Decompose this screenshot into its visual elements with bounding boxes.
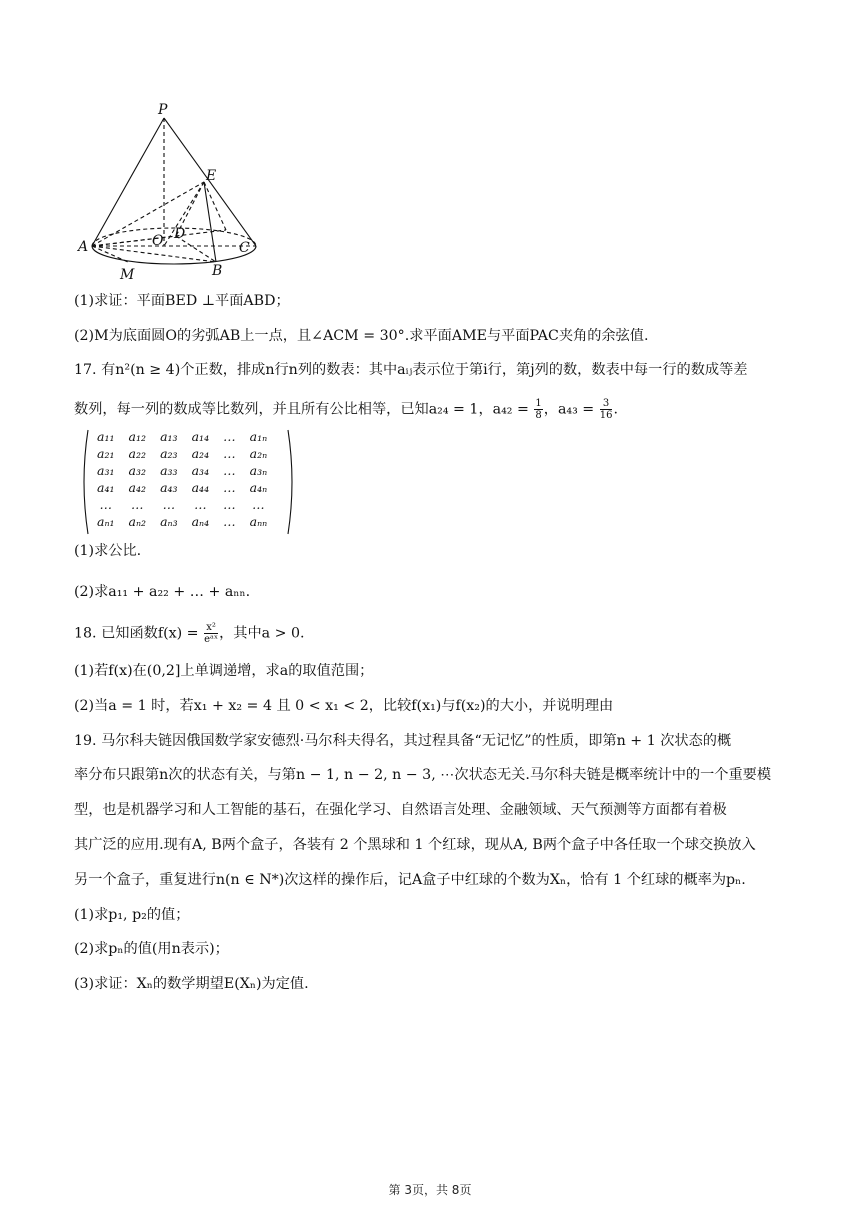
matrix-row bbox=[90, 428, 274, 445]
matrix-cell: a₃₂ bbox=[128, 463, 147, 478]
fraction-3-16 bbox=[600, 398, 613, 421]
label-p: P bbox=[158, 102, 168, 118]
q17-stem-line2-b: ，a₄₃ = bbox=[543, 401, 599, 418]
matrix-table bbox=[90, 428, 274, 530]
matrix-cell: a₁₄ bbox=[191, 429, 210, 444]
matrix-cell: aₙ₄ bbox=[191, 514, 210, 529]
matrix-cell: a₃₃ bbox=[160, 463, 178, 478]
matrix-cell: … bbox=[223, 497, 236, 512]
matrix-cell: a₃ₙ bbox=[249, 463, 268, 478]
matrix-cell: a₁ₙ bbox=[249, 429, 268, 444]
matrix-cell: a₄ₙ bbox=[249, 480, 268, 495]
label-o: O bbox=[152, 233, 164, 249]
matrix-cell: … bbox=[223, 463, 236, 478]
matrix-cell: … bbox=[162, 497, 176, 512]
matrix-row bbox=[90, 462, 274, 479]
matrix-row bbox=[90, 496, 274, 513]
matrix-row bbox=[90, 445, 274, 462]
matrix-cell: a₄₃ bbox=[160, 480, 178, 495]
label-e: E bbox=[206, 168, 217, 184]
label-b: B bbox=[212, 263, 223, 279]
matrix-cell: a₂₁ bbox=[97, 446, 115, 461]
matrix-cell: … bbox=[194, 497, 207, 512]
matrix-cell: … bbox=[131, 497, 144, 512]
matrix-cell: a₄₁ bbox=[97, 480, 115, 495]
matrix-cell: … bbox=[99, 497, 113, 512]
label-d: D bbox=[174, 226, 186, 242]
frac-num: 3 bbox=[600, 398, 613, 410]
q16-part1: (1)求证：平面BED ⊥平面ABD； bbox=[74, 293, 290, 309]
number-matrix bbox=[78, 428, 298, 536]
q19-stem-line1: 19. 马尔科夫链因俄国数学家安德烈·马尔科夫得名，其过程具备“无记忆”的性质，即第n + 1 次状态的概 bbox=[74, 733, 732, 749]
q17-stem-line1: 17. 有n²(n ≥ 4)个正数，排成n行n列的数表：其中aᵢⱼ表示位于第i行，第j列的数，数表中每一行的数成等差 bbox=[74, 362, 748, 378]
matrix-cell: a₁₃ bbox=[160, 429, 178, 444]
matrix-cell: a₃₁ bbox=[97, 463, 115, 478]
q17-stem-line2 bbox=[74, 398, 618, 421]
frac-num: x² bbox=[204, 622, 218, 634]
q19-part1: (1)求p₁, p₂的值； bbox=[74, 907, 190, 923]
matrix-cell: aₙ₃ bbox=[160, 514, 178, 529]
q18-part2: (2)当a = 1 时，若x₁ + x₂ = 4 且 0 < x₁ < 2，比较f(x₁)与f(x₂)的大小，并说明理由 bbox=[74, 698, 614, 714]
fraction-x2-over-eax bbox=[204, 622, 218, 645]
matrix-cell: … bbox=[252, 497, 265, 512]
matrix-cell: a₂₂ bbox=[128, 446, 147, 461]
frac-den: eᵃˣ bbox=[204, 634, 219, 645]
frac-num: 1 bbox=[535, 398, 542, 409]
label-m: M bbox=[120, 267, 135, 283]
matrix-cell: … bbox=[223, 446, 236, 461]
matrix-cell: a₁₁ bbox=[97, 429, 115, 444]
matrix-row bbox=[90, 513, 274, 530]
q18-stem bbox=[74, 622, 305, 645]
matrix-cell: … bbox=[223, 480, 236, 495]
matrix-cell: a₃₄ bbox=[191, 463, 210, 478]
frac-den: 8 bbox=[535, 410, 542, 421]
matrix-cell: … bbox=[223, 429, 236, 444]
label-a: A bbox=[78, 239, 89, 255]
q18-stem-a: 18. 已知函数f(x) = bbox=[74, 625, 204, 642]
q17-stem-line2-a: 数列，每一列的数成等比数列，并且所有公比相等，已知a₂₄ = 1，a₄₂ = bbox=[74, 401, 534, 418]
q18-stem-b: ，其中a > 0. bbox=[219, 625, 305, 642]
matrix-cell: aₙ₂ bbox=[128, 514, 147, 529]
fraction-1-8 bbox=[534, 398, 542, 421]
q17-part2: (2)求a₁₁ + a₂₂ + … + aₙₙ. bbox=[74, 584, 251, 600]
q17-part1: (1)求公比. bbox=[74, 543, 142, 559]
matrix-cell: a₂₄ bbox=[191, 446, 210, 461]
matrix-cell: a₂ₙ bbox=[249, 446, 268, 461]
matrix-cell: a₁₂ bbox=[128, 429, 147, 444]
q18-part1: (1)若f(x)在(0,2]上单调递增，求a的取值范围； bbox=[74, 663, 374, 679]
matrix-cell: … bbox=[223, 514, 236, 529]
matrix-cell: a₄₂ bbox=[128, 480, 147, 495]
matrix-cell: aₙₙ bbox=[249, 514, 268, 529]
matrix-row bbox=[90, 479, 274, 496]
cone-figure bbox=[76, 100, 266, 290]
frac-den: 16 bbox=[599, 410, 613, 421]
q19-stem-line5: 另一个盒子，重复进行n(n ∈ N*)次这样的操作后，记A盒子中红球的个数为Xₙ，恰有 1 个红球的概率为pₙ. bbox=[74, 872, 746, 888]
q19-part2: (2)求pₙ的值(用n表示)； bbox=[74, 941, 229, 957]
q19-stem-line3: 型，也是机器学习和人工智能的基石，在强化学习、自然语言处理、金融领域、天气预测等方面都有着极 bbox=[74, 802, 727, 818]
matrix-cell: a₄₄ bbox=[191, 480, 210, 495]
q19-part3: (3)求证：Xₙ的数学期望E(Xₙ)为定值. bbox=[74, 976, 309, 992]
page-footer: 第 3页，共 8页 bbox=[388, 1183, 472, 1197]
label-c: C bbox=[239, 240, 250, 256]
q19-stem-line2: 率分布只跟第n次的状态有关，与第n − 1, n − 2, n − 3, ⋯次状态无关.马尔科夫链是概率统计中的一个重要模 bbox=[74, 767, 772, 783]
matrix-cell: aₙ₁ bbox=[97, 514, 115, 529]
q19-stem-line4: 其广泛的应用.现有A, B两个盒子，各装有 2 个黑球和 1 个红球，现从A, B两个盒子中各任取一个球交换放入 bbox=[74, 837, 756, 853]
q17-stem-line2-c: . bbox=[613, 401, 618, 418]
q16-part2: (2)M为底面圆O的劣弧AB上一点，且∠ACM = 30°.求平面AME与平面PAC夹角的余弦值. bbox=[74, 328, 649, 344]
matrix-cell: a₂₃ bbox=[160, 446, 178, 461]
